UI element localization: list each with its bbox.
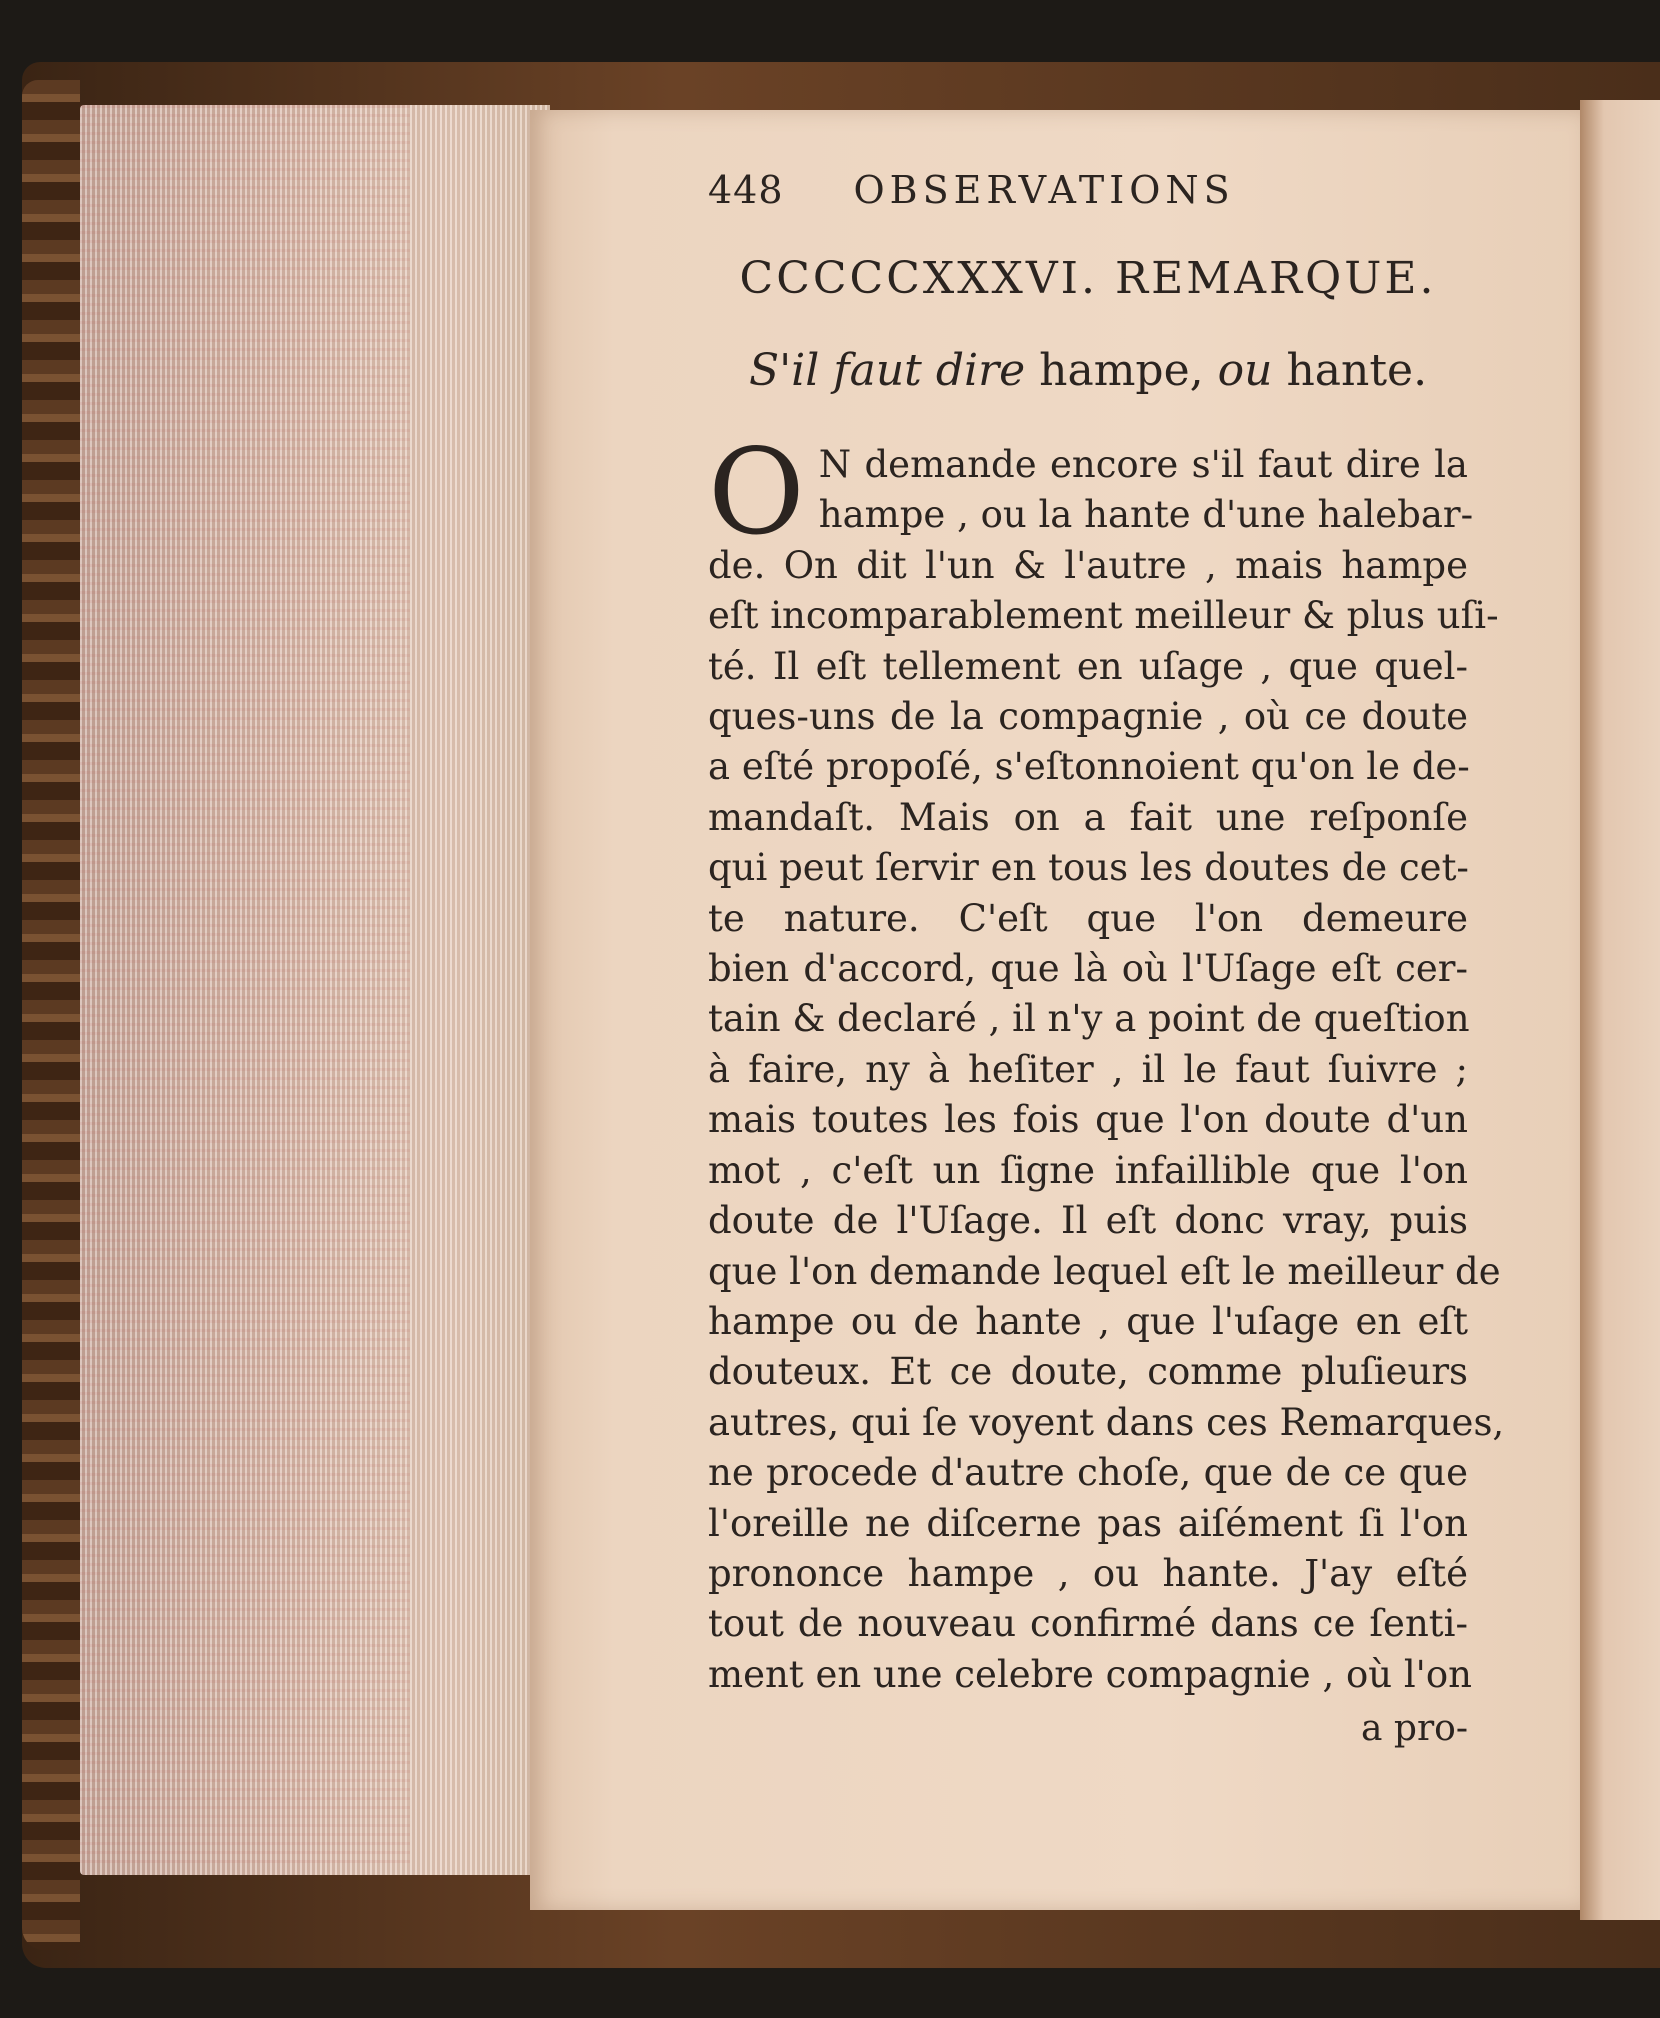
remarque-subtitle [708, 336, 1468, 406]
text-line: mais toutes les fois que l'on doute d'un [708, 1098, 1468, 1142]
text-line: de. On dit l'un & l'autre , mais hampe [708, 543, 1468, 587]
subtitle-part-5: hante. [1272, 345, 1428, 396]
text-line: à faire, ny à heſiter , il le faut ſuivre ; [708, 1047, 1468, 1091]
body-text [708, 423, 1505, 1755]
text-line: hampe , ou la hante d'une halebar- [818, 493, 1474, 537]
drop-cap: O [708, 423, 805, 561]
text-line: mot , c'eſt un ſigne infaillible que l'on [708, 1148, 1468, 1192]
text-line: tain & declaré , il n'y a point de queſtion [708, 997, 1470, 1041]
text-line: hampe ou de hante , que l'uſage en eſt [708, 1299, 1468, 1343]
page-text [708, 168, 1505, 1755]
text-line: ment en une celebre compagnie , où l'on [708, 1652, 1472, 1696]
catchword: a pro- [1361, 1708, 1468, 1750]
subtitle-part-1: S'il faut dire [748, 345, 1040, 396]
text-line: bien d'accord, que là où l'Uſage eſt cer- [708, 947, 1468, 991]
subtitle-part-2: hampe [1039, 345, 1190, 396]
text-line: ques-uns de la compagnie , où ce doute [708, 695, 1468, 739]
page-edges-speckle [80, 105, 410, 1865]
text-line: prononce hampe , ou hante. J'ay eſté [708, 1551, 1468, 1595]
text-line: tout de nouveau confirmé dans ce ſenti- [708, 1602, 1468, 1646]
subtitle-part-4: ou [1217, 345, 1273, 396]
page-number: 448 [708, 168, 784, 212]
text-line: autres, qui ſe voyent dans ces Remarques, [708, 1400, 1505, 1444]
running-title: OBSERVATIONS [853, 168, 1235, 212]
text-line: ne procede d'autre choſe, que de ce que [708, 1451, 1468, 1495]
text-line: que l'on demande lequel eſt le meilleur de [708, 1249, 1501, 1293]
remarque-title: CCCCCXXXVI. REMARQUE. [739, 253, 1437, 304]
text-line: eſt incomparablement meilleur & plus uſi- [708, 594, 1499, 638]
text-line: te nature. C'eſt que l'on demeure [708, 896, 1468, 940]
text-line: N demande encore s'il faut dire la [818, 443, 1468, 486]
subtitle-part-3: , [1189, 345, 1218, 396]
text-line: l'oreille ne diſcerne pas aiſément ſi l'on [708, 1501, 1468, 1545]
text-line: mandaſt. Mais on a fait une reſponſe [708, 795, 1468, 839]
text-line: doute de l'Uſage. Il eſt donc vray, puis [708, 1199, 1468, 1243]
book-spine [22, 80, 80, 1950]
running-head [708, 168, 1468, 228]
text-line: a eſté propoſé, s'eſtonnoient qu'on le de- [708, 745, 1470, 789]
text-line: douteux. Et ce doute, comme pluſieurs [708, 1350, 1468, 1394]
facing-page-edge [1580, 100, 1660, 1920]
text-line: té. Il eſt tellement en uſage , que quel- [708, 644, 1468, 688]
text-line: qui peut ſervir en tous les doutes de cet- [708, 846, 1469, 890]
